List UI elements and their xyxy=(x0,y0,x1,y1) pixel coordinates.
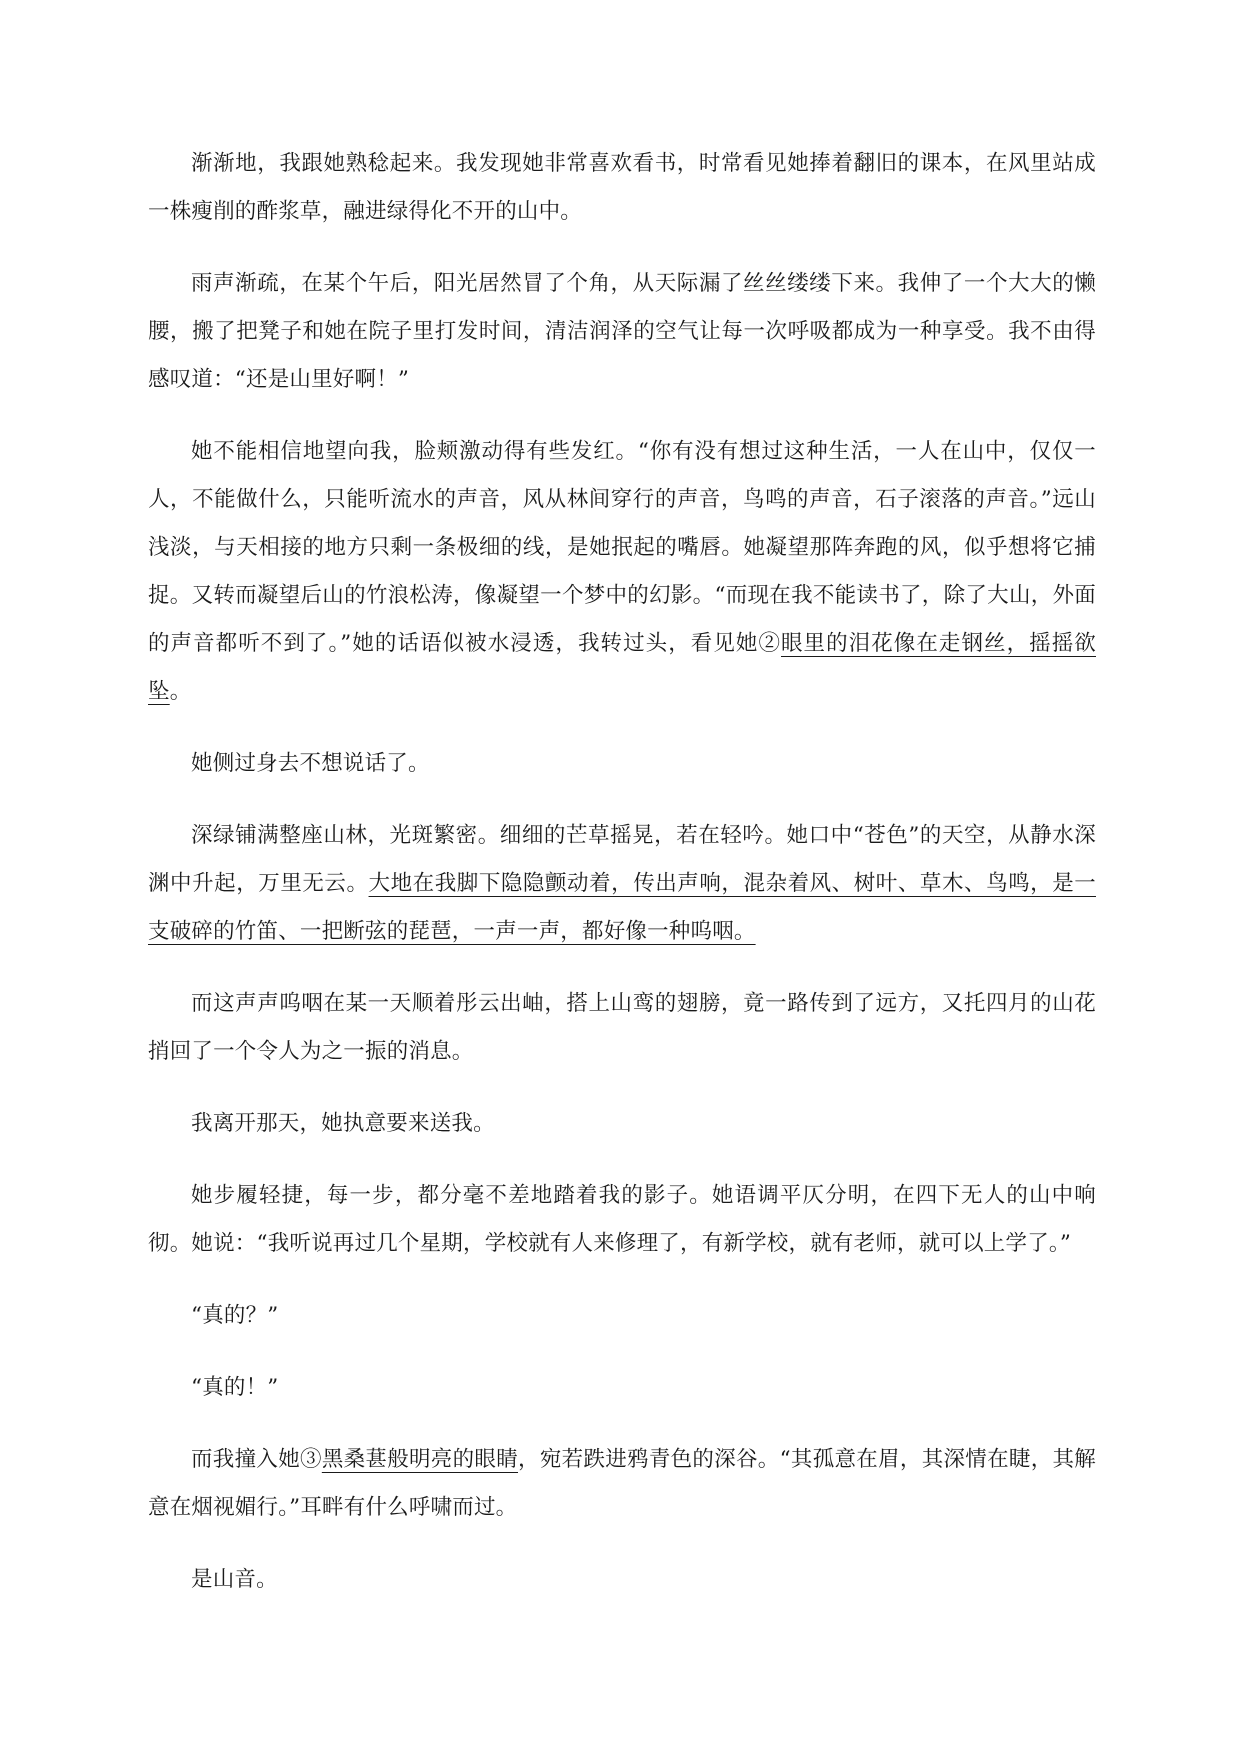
paragraph xyxy=(148,1292,1096,1340)
text-segment: 她侧过身去不想说话了。 xyxy=(191,751,430,776)
paragraph xyxy=(148,260,1096,404)
paragraph xyxy=(148,1556,1096,1604)
text-segment: 渐渐地，我跟她熟稔起来。我发现她非常喜欢看书，时常看见她捧着翻旧的课本，在风里站成一株瘦削的酢浆草，融进绿得化不开的山中。 xyxy=(148,151,1096,224)
text-segment: 。 xyxy=(169,679,192,704)
text-segment: 而这声声呜咽在某一天顺着彤云出岫，搭上山鸾的翅膀，竟一路传到了远方，又托四月的山花捎回了一个令人为之一振的消息。 xyxy=(148,991,1096,1064)
underlined-phrase: 眼里的泪花像在走钢丝，摇摇欲坠 xyxy=(148,631,1096,704)
text-segment: 雨声渐疏，在某个午后，阳光居然冒了个角，从天际漏了丝丝缕缕下来。我伸了一个大大的懒腰，搬了把凳子和她在院子里打发时间，清洁润泽的空气让每一次呼吸都成为一种享受。我不由得感叹道：“还是山里好啊！” xyxy=(148,271,1096,392)
paragraph xyxy=(148,140,1096,236)
underlined-phrase: 黑桑葚般明亮的眼睛 xyxy=(321,1447,519,1472)
text-segment: “真的？” xyxy=(191,1303,279,1328)
text-segment: 而我撞入她③ xyxy=(191,1447,322,1472)
paragraph xyxy=(148,740,1096,788)
text-segment: 我离开那天，她执意要来送我。 xyxy=(191,1111,495,1136)
document-body xyxy=(148,140,1096,1628)
paragraph xyxy=(148,1172,1096,1268)
paragraph xyxy=(148,1100,1096,1148)
paragraph xyxy=(148,1364,1096,1412)
paragraph xyxy=(148,428,1096,716)
text-segment: 是山音。 xyxy=(191,1567,278,1592)
text-segment: 她步履轻捷，每一步，都分毫不差地踏着我的影子。她语调平仄分明，在四下无人的山中响彻。她说：“我听说再过几个星期，学校就有人来修理了，有新学校，就有老师，就可以上学了。” xyxy=(148,1183,1096,1256)
text-segment: 她不能相信地望向我，脸颊激动得有些发红。“你有没有想过这种生活，一人在山中，仅仅一人，不能做什么，只能听流水的声音，风从林间穿行的声音，鸟鸣的声音，石子滚落的声音。”远山浅淡，与天相接的地方只剩一条极细的线，是她抿起的嘴唇。她凝望那阵奔跑的风，似乎想将它捕捉。又转而凝望后山的竹浪松涛，像凝望一个梦中的幻影。“而现在我不能读书了，除了大山，外面的声音都听不到了。”她的话语似被水浸透，我转过头，看见她② xyxy=(148,439,1096,656)
paragraph xyxy=(148,1436,1096,1532)
text-segment: “真的！” xyxy=(191,1375,279,1400)
text-segment: ，宛若跌进鸦青色的深谷。“其孤意在眉，其深情在睫，其解意在烟视媚行。”耳畔有什么呼啸而过。 xyxy=(148,1447,1096,1520)
text-segment: 深绿铺满整座山林，光斑繁密。细细的芒草摇晃，若在轻吟。她口中“苍色”的天空，从静水深渊中升起，万里无云。 xyxy=(148,823,1096,896)
paragraph xyxy=(148,980,1096,1076)
underlined-phrase: 大地在我脚下隐隐颤动着，传出声响，混杂着风、树叶、草木、鸟鸣，是一支破碎的竹笛、一把断弦的琵琶，一声一声，都好像一种呜咽。 xyxy=(148,871,1096,944)
paragraph xyxy=(148,812,1096,956)
